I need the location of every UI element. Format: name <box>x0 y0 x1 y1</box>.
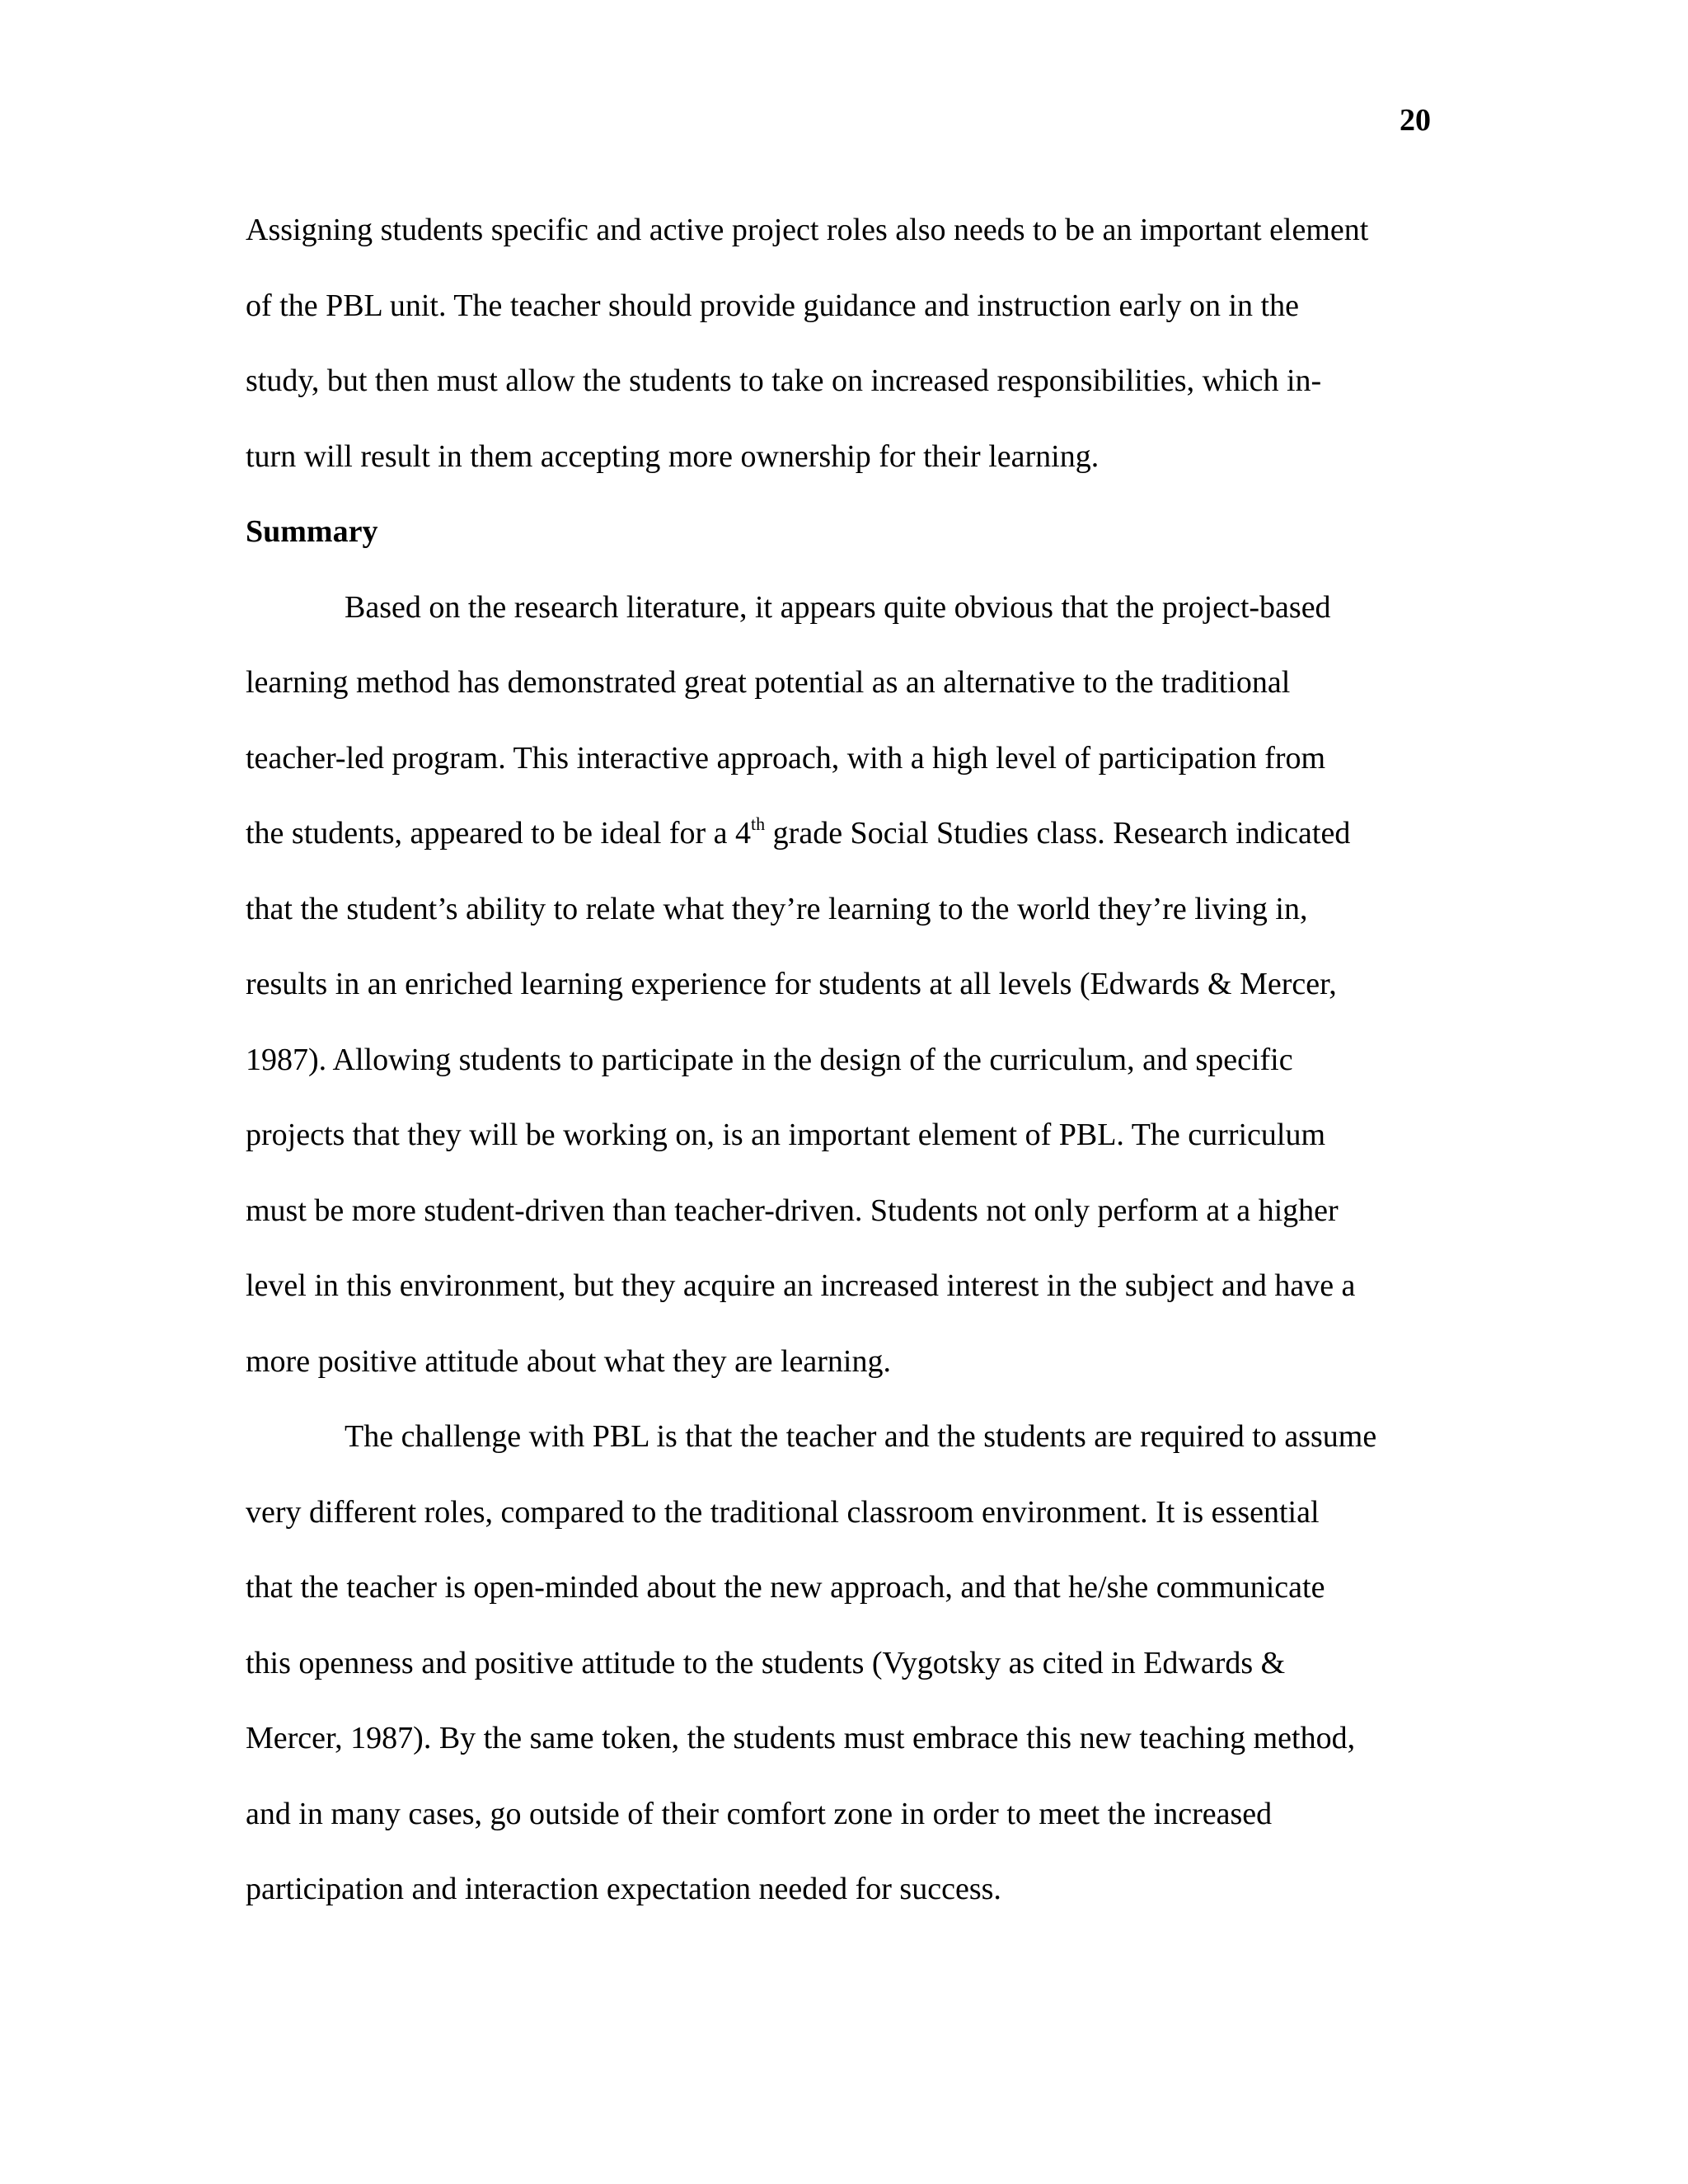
paragraph-1-line-3: study, but then must allow the students to take on increased responsibilities, which in- <box>246 363 1322 398</box>
paragraph-3-line-4: this openness and positive attitude to the students (Vygotsky as cited in Edwards & <box>246 1645 1286 1680</box>
paragraph-1-line-4: turn will result in them accepting more ownership for their learning. <box>246 438 1100 474</box>
paragraph-2-line-8: projects that they will be working on, is an important element of PBL. The curriculum <box>246 1118 1326 1152</box>
paragraph-1 <box>246 193 1437 494</box>
paragraph-3-line-2: very different roles, compared to the traditional classroom environment. It is essential <box>246 1494 1320 1530</box>
paragraph-2-line-11: more positive attitude about what they are learning. <box>246 1343 891 1379</box>
paragraph-2-line-10: level in this environment, but they acquire an increased interest in the subject and have a <box>246 1268 1356 1303</box>
paragraph-2-line-1: Based on the research literature, it appears quite obvious that the project-based <box>345 589 1331 625</box>
paragraph-3-line-6: and in many cases, go outside of their comfort zone in order to meet the increased <box>246 1796 1273 1831</box>
paragraph-2-line-4-before: the students, appeared to be ideal for a 4 <box>246 816 752 851</box>
page-number: 20 <box>1400 103 1431 138</box>
paragraph-3-line-5: Mercer, 1987). By the same token, the students must embrace this new teaching method, <box>246 1721 1356 1755</box>
paragraph-1-line-1: Assigning students specific and active project roles also needs to be an important element <box>246 213 1369 247</box>
paragraph-2-line-9: must be more student-driven than teacher-driven. Students not only perform at a higher <box>246 1193 1339 1228</box>
paragraph-2-line-5: that the student’s ability to relate what they’re learning to the world they’re living in, <box>246 891 1308 926</box>
paragraph-2-line-4 <box>246 796 1437 872</box>
paragraph-3-line-7: participation and interaction expectation needed for success. <box>246 1872 1001 1906</box>
paragraph-2-line-4-after: grade Social Studies class. Research indicated <box>765 816 1351 851</box>
paragraph-1-line-2: of the PBL unit. The teacher should provide guidance and instruction early on in the <box>246 288 1299 323</box>
grade-ordinal-superscript: th <box>751 813 766 834</box>
paragraph-2 <box>246 570 1437 1400</box>
paragraph-3 <box>246 1399 1437 1928</box>
paragraph-2-line-7: 1987). Allowing students to participate in the design of the curriculum, and specific <box>246 1042 1293 1077</box>
paragraph-2-line-3: teacher-led program. This interactive approach, with a high level of participation from <box>246 740 1326 776</box>
paragraph-2-line-6: results in an enriched learning experience for students at all levels (Edwards & Mercer, <box>246 967 1337 1001</box>
paragraph-3-line-1: The challenge with PBL is that the teacher and the students are required to assume <box>345 1419 1377 1454</box>
summary-heading: Summary <box>246 514 378 549</box>
paragraph-2-line-2: learning method has demonstrated great potential as an alternative to the traditional <box>246 665 1291 700</box>
paragraph-3-line-3: that the teacher is open-minded about the new approach, and that he/she communicate <box>246 1570 1325 1605</box>
document-body <box>246 193 1437 1928</box>
